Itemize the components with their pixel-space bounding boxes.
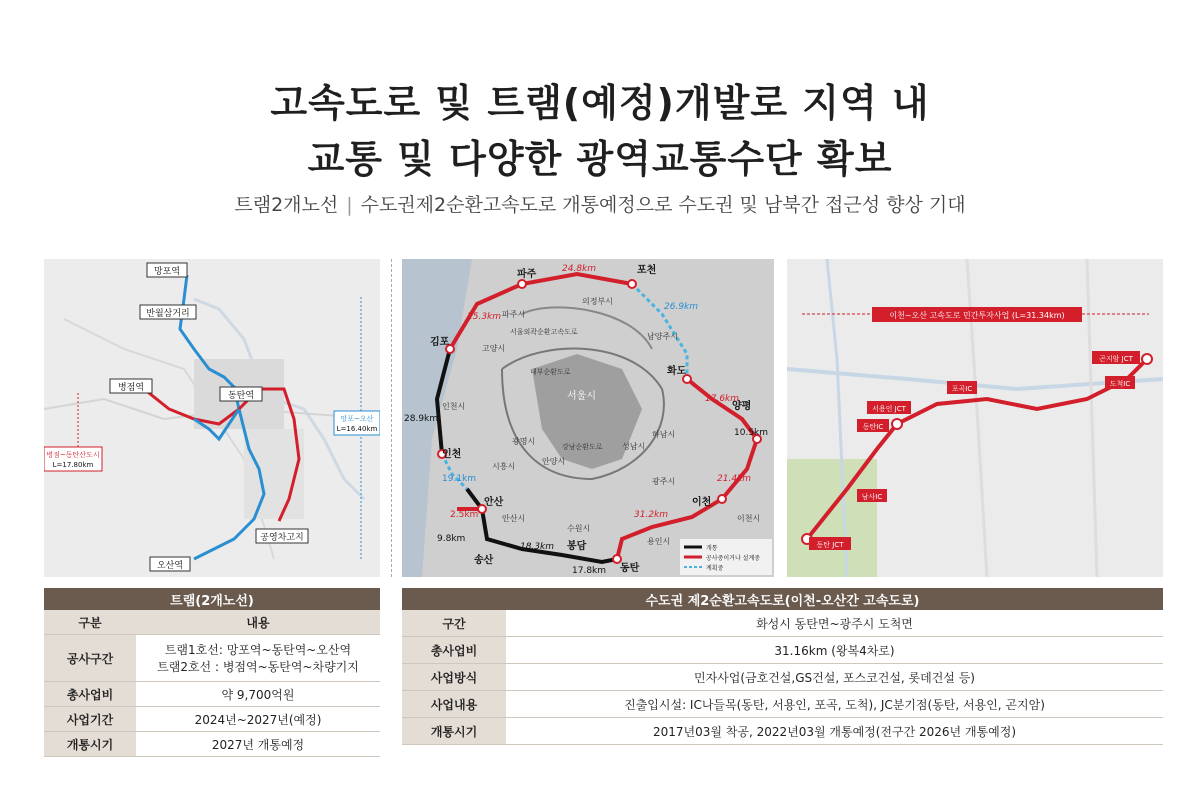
row-label: 공사구간 [44,635,136,682]
label-seoyongin-jct: 서용인 JCT [872,405,906,413]
label-dongtan-ic: 동탄IC [862,423,884,431]
label-dongtan-jct: 동탄 JCT [816,541,844,549]
row-value: 진출입시설: IC나들목(동탄, 서용인, 포곡, 도척), JC분기점(동탄, 서용인, 곤지암) [506,691,1163,718]
row-value: 2024년~2027년(예정) [136,707,380,732]
station-osan: 오산역 [156,561,184,571]
distance-label: 28.9km [404,414,439,424]
place-inner-ring: 내부순환도로 [530,368,571,376]
tram-info-table [44,588,380,757]
place-yangpyeong: 양평 [732,401,752,412]
place-gimpo: 김포 [430,337,450,348]
row-value [136,635,380,682]
legend-construction: 공사중이거나 설계중 [706,555,761,562]
distance-label: 2.5km [450,510,479,520]
row-label: 구간 [402,610,506,637]
row-label: 사업내용 [402,691,506,718]
place-siheung: 시흥시 [492,462,516,471]
station-mangpo: 망포역 [153,267,181,277]
row-label: 개통시기 [44,732,136,757]
distance-label: 17.8km [572,566,607,576]
distance-label: 31.2km [634,510,669,520]
tram-route-map [44,259,380,577]
place-ansan-si: 안산시 [502,514,526,523]
row-value: 화성시 동탄면~광주시 도척면 [506,610,1163,637]
distance-label: 26.9km [664,302,699,312]
row-label: 총사업비 [44,682,136,707]
label-namsa-ic: 남사IC [861,493,883,501]
row-label: 사업기간 [44,707,136,732]
route-label-right: 망포~오산 [340,415,374,423]
row-value: 민자사업(금호건설,GS건설, 포스코건설, 롯데건설 등) [506,664,1163,691]
station-dongtan: 동탄역 [227,391,255,401]
subtitle-left: 트램2개노선 [234,194,339,216]
route-length-left: L=17.80km [52,461,94,469]
map-legend [680,539,772,575]
headline-line-1: 고속도로 및 트램(예정)개발로 지역 내 [270,81,930,125]
table-a-col1: 구분 [44,610,136,635]
place-gwangmyeong: 광명시 [512,437,536,446]
label-gonjiam-jct: 곤지암 JCT [1099,355,1133,363]
ring-expressway-map [402,259,774,577]
place-hwado: 화도 [667,366,687,377]
place-anyang: 안양시 [542,457,566,466]
row-label: 개통시기 [402,718,506,745]
place-icheon-si: 이천시 [737,514,761,523]
place-bongdam: 봉담 [567,541,587,552]
place-goyang: 고양시 [482,344,506,353]
route-length-right: L=16.40km [336,425,378,433]
subtitle-separator: | [346,194,353,216]
place-yongin: 용인시 [647,537,671,546]
place-uijeongbu: 의정부시 [582,297,613,306]
place-pocheon: 포천 [637,265,657,276]
table-a-col2: 내용 [136,610,380,635]
banner-text: 이천~오산 고속도로 민간투자사업 (L=31.34km) [889,311,1065,320]
legend-open: 개통 [706,545,718,552]
route-label-left: 병점~동탄산도시 [46,451,100,459]
station-byeongjeom: 병점역 [117,383,145,393]
distance-label: 10.5km [734,428,769,438]
place-outer-ring: 서울외곽순환고속도로 [510,328,578,336]
place-suwon: 수원시 [567,524,591,533]
place-paju-si: 파주시 [502,310,526,319]
subtitle [0,190,1200,217]
table-b-header: 수도권 제2순환고속도로(이천-오산간 고속도로) [402,588,1163,610]
place-seongnam: 성남시 [622,442,646,451]
subtitle-right: 수도권제2순환고속도로 개통예정으로 수도권 및 남북간 접근성 향상 기대 [360,194,966,216]
map-divider [391,259,392,577]
place-paju: 파주 [517,269,537,280]
place-seoul: 서울시 [567,391,596,402]
row-value-line1: 트램1호선: 망포역~동탄역~오산역 [164,643,352,657]
row-value: 약 9,700억원 [136,682,380,707]
place-songsan: 송산 [474,555,494,566]
place-ansan: 안산 [484,497,504,508]
place-dongtan: 동탄 [620,563,640,574]
place-incheon-si: 인천시 [442,402,466,411]
headline-line-2: 교통 및 다양한 광역교통수단 확보 [307,137,893,181]
distance-label: 21.4km [717,474,752,484]
legend-planned: 계획중 [706,565,724,572]
distance-label: 9.8km [437,534,466,544]
station-depot: 공영차고지 [260,533,304,543]
distance-label: 19.1km [442,474,477,484]
row-value: 2017년03월 착공, 2022년03월 개통예정(전구간 2026년 개통예정) [506,718,1163,745]
row-value: 2027년 개통예정 [136,732,380,757]
expressway-info-table [402,588,1163,745]
place-namyangju: 남양주시 [647,332,678,341]
row-value-line2: 트램2호선 : 병점역~동탄역~차량기지 [157,660,359,674]
place-icheon: 이천 [692,497,712,508]
row-label: 총사업비 [402,637,506,664]
place-incheon: 인천 [442,449,462,460]
station-banwol: 반월삼거리 [146,309,190,319]
row-value: 31.16km (왕복4차로) [506,637,1163,664]
place-hanam: 하남시 [652,430,676,439]
place-gangnam-ring: 강남순환도로 [562,443,603,451]
distance-label: 17.6km [705,394,740,404]
row-label: 사업방식 [402,664,506,691]
place-gwangju: 광주시 [652,477,676,486]
distance-label: 25.3km [467,312,502,322]
table-a-header: 트램(2개노선) [44,588,380,610]
icheon-osan-expressway-map [787,259,1163,577]
label-pogok-ic: 포곡IC [951,385,973,393]
distance-label: 18.3km [520,542,555,552]
label-docheok-ic: 도척IC [1109,380,1131,388]
distance-label: 24.8km [562,264,597,274]
